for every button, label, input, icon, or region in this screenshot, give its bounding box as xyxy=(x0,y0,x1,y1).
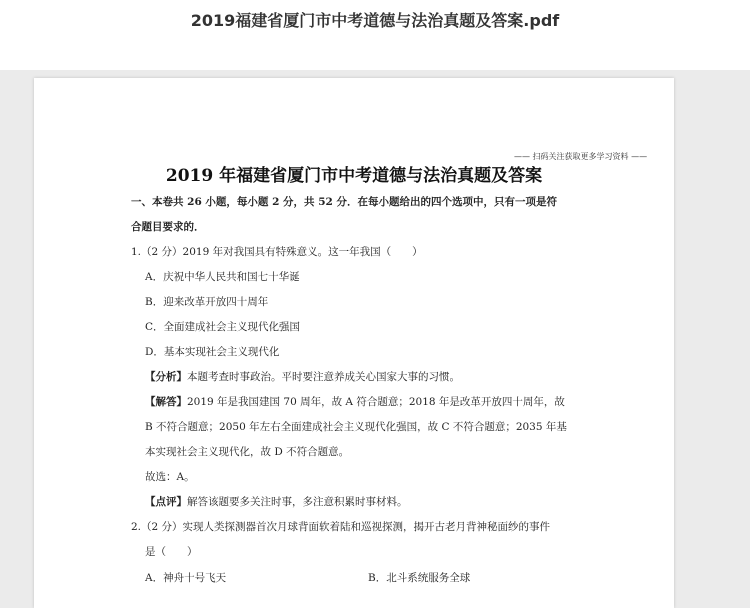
viewer-header xyxy=(0,0,750,70)
comment-tag: 【点评】 xyxy=(145,496,187,508)
question-1-answer-line-3: 本实现社会主义现代化，故 D 不符合题意。 xyxy=(145,446,350,458)
answer-tag: 【解答】 xyxy=(145,396,187,408)
section-instruction-line-2: 合题目要求的． xyxy=(131,221,205,233)
comment-text: 解答该题要多关注时事，多注意积累时事材料。 xyxy=(187,496,408,508)
question-1-option-d: D．基本实现社会主义现代化 xyxy=(145,346,280,358)
question-1-analysis xyxy=(145,369,460,384)
question-1-comment xyxy=(145,494,408,509)
question-2-stem-line-2: 是（ ） xyxy=(145,546,198,558)
question-1-choice: 故选：A。 xyxy=(145,471,195,483)
question-2-option-b: B．北斗系统服务全球 xyxy=(368,572,471,584)
question-2-option-a: A．神舟十号飞天 xyxy=(145,572,227,584)
question-1-option-c: C．全面建成社会主义现代化强国 xyxy=(145,321,301,333)
question-1-stem: 1.（2 分）2019 年对我国具有特殊意义。这一年我国（ ） xyxy=(131,246,423,258)
file-title: 2019福建省厦门市中考道德与法治真题及答案.pdf xyxy=(190,11,560,30)
question-1-answer-line-1 xyxy=(145,394,565,409)
question-1-option-b: B．迎来改革开放四十周年 xyxy=(145,296,269,308)
question-1-answer-line-2: B 不符合题意；2050 年左右全面建成社会主义现代化强国，故 C 不符合题意；2035 年基 xyxy=(145,421,567,433)
analysis-text: 本题考查时事政治。平时要注意养成关心国家大事的习惯。 xyxy=(187,371,460,383)
scan-note: —— 扫码关注获取更多学习资料 —— xyxy=(514,152,648,161)
question-1-option-a: A．庆祝中华人民共和国七十华诞 xyxy=(145,271,300,283)
document-title: 2019 年福建省厦门市中考道德与法治真题及答案 xyxy=(165,166,543,186)
analysis-tag: 【分析】 xyxy=(145,371,187,383)
answer-text-1: 2019 年是我国建国 70 周年，故 A 符合题意；2018 年是改革开放四十周年，故 xyxy=(187,396,565,408)
section-instruction-line-1: 一、本卷共 26 小题，每小题 2 分，共 52 分．在每小题给出的四个选项中，只有一项是符 xyxy=(131,196,557,208)
document-page xyxy=(34,78,674,608)
question-2-stem-line-1: 2.（2 分）实现人类探测器首次月球背面软着陆和巡视探测，揭开古老月背神秘面纱的事件 xyxy=(131,521,551,533)
